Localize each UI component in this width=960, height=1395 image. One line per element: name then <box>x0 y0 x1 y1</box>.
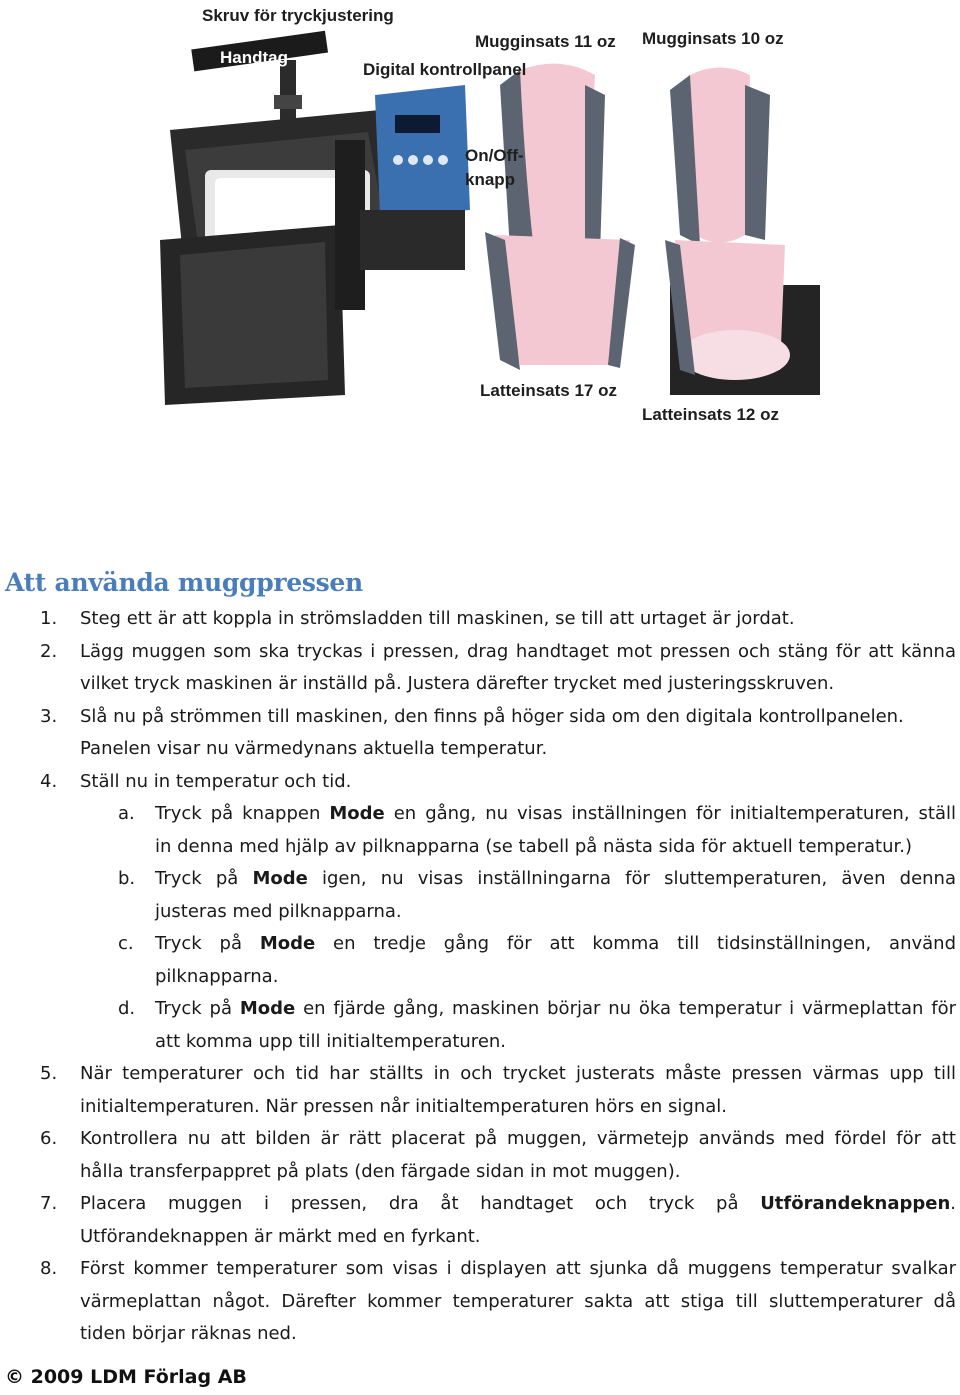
subitem-letter: c. <box>118 933 134 954</box>
item-number: 6. <box>40 1128 58 1149</box>
subitem-text <box>155 993 956 1026</box>
item-text <box>80 1188 956 1221</box>
subitem-text-pre: Tryck på knappen <box>155 803 330 824</box>
item-text: Kontrollera nu att bilden är rätt placerat på muggen, värmetejp används med fördel för att <box>80 1128 956 1149</box>
latte-insert-12oz <box>665 240 820 395</box>
mug-insert-10oz <box>670 68 770 246</box>
item-text: vilket tryck maskinen är inställd på. Justera därefter trycket med justeringsskruven. <box>80 673 835 694</box>
subitem-text-pre: Tryck på <box>155 868 253 889</box>
item-number: 7. <box>40 1193 58 1214</box>
subitem-text-post: en gång, nu visas inställningen för initialtemperaturen, ställ <box>384 803 956 824</box>
subitem-text-pre: Tryck på <box>155 933 260 954</box>
item-text-post: . <box>950 1193 956 1214</box>
subitem-text: justeras med pilknapparna. <box>155 901 402 922</box>
item-text: värmeplattan något. Därefter kommer temperaturer sakta att stiga till sluttemperaturer då <box>80 1291 956 1312</box>
subitem-text-post: en tredje gång för att komma till tidsinställningen, använd <box>315 933 956 954</box>
item-number: 3. <box>40 706 58 727</box>
subitem-text <box>155 798 956 831</box>
subitem-letter: b. <box>118 868 136 889</box>
subitem-text-pre: Tryck på <box>155 998 240 1019</box>
item-text: Lägg muggen som ska tryckas i pressen, drag handtaget mot pressen och stäng för att känna <box>80 641 956 662</box>
label-mug-insert-10oz: Mugginsats 10 oz <box>642 29 784 48</box>
mode-keyword: Mode <box>239 998 296 1019</box>
item-number: 4. <box>40 771 58 792</box>
item-number: 5. <box>40 1063 58 1084</box>
item-text: Först kommer temperaturer som visas i displayen att sjunka då muggens temperatur svalkar <box>80 1258 956 1279</box>
label-control-panel: Digital kontrollpanel <box>363 60 527 79</box>
subitem-text-post: igen, nu visas inställningarna för sluttemperaturen, även denna <box>307 868 956 889</box>
item-text: initialtemperaturen. När pressen når initialtemperaturen hörs en signal. <box>80 1096 727 1117</box>
mode-keyword: Mode <box>252 868 308 889</box>
label-handle: Handtag <box>220 48 288 67</box>
latte-insert-17oz <box>485 232 635 370</box>
item-text: Steg ett är att koppla in strömsladden till maskinen, se till att urtaget är jordat. <box>80 608 795 629</box>
item-number: 8. <box>40 1258 58 1279</box>
label-latte-insert-12oz: Latteinsats 12 oz <box>642 405 779 424</box>
item-text: hålla transferpappret på plats (den färgade sidan in mot muggen). <box>80 1161 681 1182</box>
item-text: När temperaturer och tid har ställts in och trycket justerats måste pressen värmas upp till <box>80 1063 956 1084</box>
subitem-text <box>155 928 956 961</box>
item-number: 2. <box>40 641 58 662</box>
mug-press-illustration <box>130 0 830 440</box>
subitem-text-post: en fjärde gång, maskinen börjar nu öka temperatur i värmeplattan för <box>295 998 956 1019</box>
label-mug-insert-11oz: Mugginsats 11 oz <box>475 32 616 51</box>
label-onoff-line1: On/Off- <box>465 146 524 165</box>
subitem-text: att komma upp till initialtemperaturen. <box>155 1031 507 1052</box>
execute-button-keyword: Utförandeknappen <box>760 1193 951 1214</box>
subitem-text: in denna med hjälp av pilknapparna (se tabell på nästa sida för aktuell temperatur.) <box>155 836 912 857</box>
item-text-pre: Placera muggen i pressen, dra åt handtaget och tryck på <box>80 1193 761 1214</box>
copyright-footer: © 2009 LDM Förlag AB <box>5 1366 247 1388</box>
subitem-text: pilknapparna. <box>155 966 279 987</box>
item-text: Ställ nu in temperatur och tid. <box>80 771 352 792</box>
subitem-letter: a. <box>118 803 135 824</box>
mode-keyword: Mode <box>329 803 385 824</box>
label-pressure-screw: Skruv för tryckjustering <box>202 6 394 25</box>
mode-keyword: Mode <box>259 933 316 954</box>
press-machine <box>160 31 470 405</box>
item-text: tiden börjar räknas ned. <box>80 1323 297 1344</box>
subitem-letter: d. <box>118 998 136 1019</box>
subitem-text <box>155 863 956 896</box>
item-text: Panelen visar nu värmedynans aktuella temperatur. <box>80 738 548 759</box>
section-heading: Att använda muggpressen <box>5 568 363 597</box>
item-text: Slå nu på strömmen till maskinen, den finns på höger sida om den digitala kontrollpanelen. <box>80 706 904 727</box>
label-latte-insert-17oz: Latteinsats 17 oz <box>480 381 617 400</box>
item-text: Utförandeknappen är märkt med en fyrkant. <box>80 1226 481 1247</box>
label-onoff-line2: knapp <box>465 170 516 189</box>
item-number: 1. <box>40 608 58 629</box>
